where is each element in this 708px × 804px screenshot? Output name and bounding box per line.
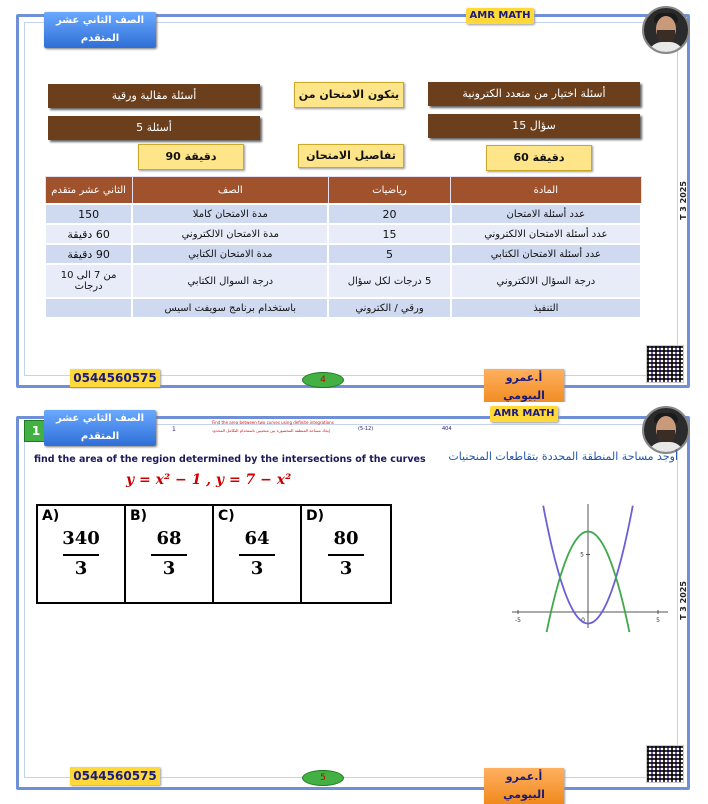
page-number: 4: [302, 372, 344, 388]
option-denominator: 3: [74, 558, 88, 579]
table-cell: ورقي / الكتروني: [328, 298, 450, 318]
teacher-name: أ.عمرو البيومي: [484, 369, 564, 405]
mcq-time-box: 60 دقيقة: [486, 145, 592, 171]
table-cell: عدد أسئلة الامتحان الكتابي: [451, 244, 641, 264]
x-tick-label: -5: [515, 617, 521, 624]
table-cell: 20: [328, 204, 450, 224]
fraction-bar: [151, 554, 187, 556]
table-cell: 5 درجات لكل سؤال: [328, 264, 450, 298]
table-header: الصف: [132, 177, 328, 205]
option-d[interactable]: [302, 506, 390, 602]
mcq-questions-box: أسئلة اختيار من متعدد الكترونية: [428, 82, 640, 106]
phone-number: 0544560575: [70, 369, 160, 387]
fraction-bar: [63, 554, 99, 556]
side-label: T 3 2025: [678, 581, 688, 620]
question-number-badge: 1: [24, 420, 48, 442]
option-label: D): [306, 508, 325, 524]
option-numerator: 64: [244, 528, 270, 549]
option-label: C): [218, 508, 235, 524]
exam-details-table: [44, 176, 642, 319]
teacher-avatar: [642, 406, 690, 454]
x-tick-label: 5: [656, 617, 660, 624]
answer-options: [36, 504, 392, 604]
option-denominator: 3: [339, 558, 353, 579]
question-text-ar: أوجد مساحة المنطقة المحددة بتقاطعات المنحنيات: [448, 450, 678, 463]
phone-number: 0544560575: [70, 767, 160, 785]
lesson-title-ar: إيجاد مساحة المنطقة المحصورة بين منحنيين باستخدام التكامل المحدود: [212, 428, 330, 433]
table-cell: درجة السؤال الالكتروني: [451, 264, 641, 298]
table-row: [45, 224, 641, 244]
table-row: [45, 244, 641, 264]
option-denominator: 3: [162, 558, 176, 579]
option-c[interactable]: [214, 506, 302, 602]
grade-tab: الصف الثاني عشر المتقدم: [44, 410, 156, 446]
table-row: [45, 264, 641, 298]
table-cell: باستخدام برنامج سويفت اسيس: [132, 298, 328, 318]
essay-time-box: 90 دقيقة: [138, 144, 244, 170]
slide-2: [0, 402, 708, 800]
essay-questions-box: أسئلة مقالية ورقية: [48, 84, 260, 108]
essay-count-box: 5 أسئلة: [48, 116, 260, 140]
table-header: رياضيات: [328, 177, 450, 205]
qr-code: [646, 345, 684, 383]
table-cell: 5: [328, 244, 450, 264]
option-label: B): [130, 508, 148, 524]
y-tick-label: 5: [580, 551, 584, 559]
option-b[interactable]: [126, 506, 214, 602]
mcq-count-box: 15 سؤال: [428, 114, 640, 138]
table-cell: مدة الامتحان الالكتروني: [132, 224, 328, 244]
table-header-row: [45, 177, 641, 205]
table-cell: 15: [328, 224, 450, 244]
option-numerator: 68: [156, 528, 182, 549]
table-header: الثاني عشر متقدم: [45, 177, 132, 205]
x-tick-label: 0: [581, 617, 585, 624]
option-numerator: 340: [62, 528, 100, 549]
table-cell: درجة السوال الكتابي: [132, 264, 328, 298]
side-label: T 3 2025: [678, 181, 688, 220]
exam-consists-label: يتكون الامتحان من: [294, 82, 404, 108]
fraction-bar: [328, 554, 364, 556]
table-cell: 90 دقيقة: [45, 244, 132, 264]
option-numerator: 80: [333, 528, 359, 549]
lesson-title-en: Find the area between two curves using definite integrations: [212, 420, 334, 425]
table-cell: 150: [45, 204, 132, 224]
table-header: المادة: [451, 177, 641, 205]
brand-tab: AMR MATH: [490, 406, 558, 422]
grade-tab: الصف الثاني عشر المتقدم: [44, 12, 156, 48]
table-cell: مدة الامتحان كاملا: [132, 204, 328, 224]
table-cell: 60 دقيقة: [45, 224, 132, 244]
table-cell: عدد أسئلة الامتحان: [451, 204, 641, 224]
option-label: A): [42, 508, 60, 524]
question-text-en: find the area of the region determined by the intersections of the curves: [34, 454, 426, 465]
brand-tab: AMR MATH: [466, 8, 534, 24]
small-index: 1: [172, 426, 176, 433]
table-cell: التنفيذ: [451, 298, 641, 318]
curves-graph: [508, 502, 672, 632]
qr-code: [646, 745, 684, 783]
table-cell: من 7 الى 10 درجات: [45, 264, 132, 298]
table-row: [45, 204, 641, 224]
option-a[interactable]: [38, 506, 126, 602]
teacher-avatar: [642, 6, 690, 54]
exam-details-label: تفاصيل الامتحان: [298, 144, 404, 168]
page-number: 5: [302, 770, 344, 786]
table-cell: عدد أسئلة الامتحان الالكتروني: [451, 224, 641, 244]
equation: y = x² − 1 , y = 7 − x²: [126, 472, 292, 488]
table-row: [45, 298, 641, 318]
teacher-name: أ.عمرو البيومي: [484, 768, 564, 804]
lesson-ref: (5-12): [358, 426, 374, 432]
ref-page: 404: [442, 426, 452, 432]
table-cell: مدة الامتحان الكتابي: [132, 244, 328, 264]
option-denominator: 3: [250, 558, 264, 579]
fraction-bar: [239, 554, 275, 556]
table-cell: [45, 298, 132, 318]
